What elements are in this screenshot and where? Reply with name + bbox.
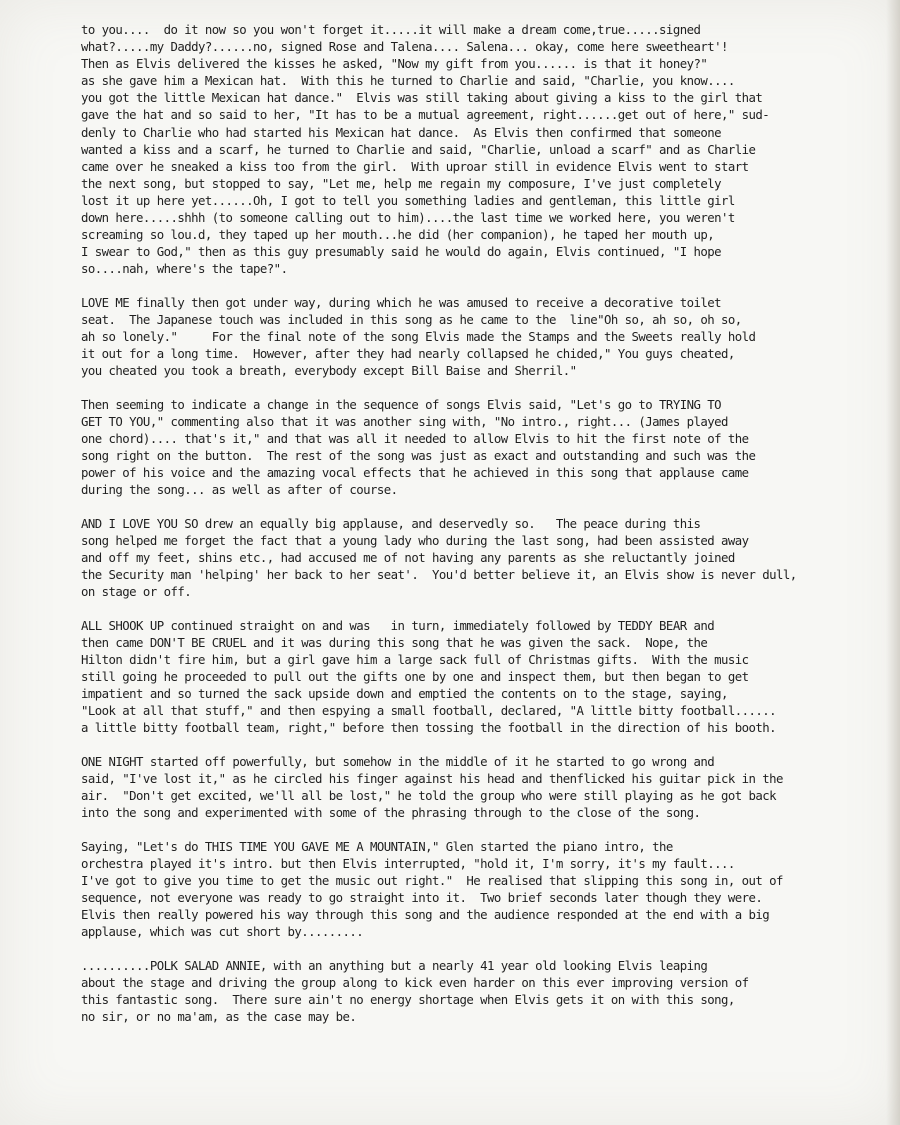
text-line: then came DON'T BE CRUEL and it was during this song that he was given the sack. Nope, the bbox=[81, 636, 708, 650]
text-line: the next song, but stopped to say, "Let me, help me regain my composure, I've just completely bbox=[81, 176, 721, 191]
text-line: still going he proceeded to pull out the gifts one by one and inspect them, but then began to get bbox=[81, 670, 749, 685]
text-line: it out for a long time. However, after they had nearly collapsed he chided," You guys cheated, bbox=[81, 347, 735, 362]
paragraph bbox=[81, 618, 789, 738]
text-line: "Look at all that stuff," and then espying a small football, declared, "A little bitty football...... bbox=[81, 704, 777, 719]
text-line: screaming so lou.d, they taped up her mouth...he did (her companion), he taped her mouth up, bbox=[81, 228, 715, 243]
text-line: to you.... do it now so you won't forget it.....it will make a dream come,true.....signed bbox=[81, 23, 701, 37]
text-line: gave the hat and so said to her, "It has to be a mutual agreement, right......get out of here," sud- bbox=[81, 108, 770, 123]
text-line: seat. The Japanese touch was included in this song as he came to the line"Oh so, ah so, oh so, bbox=[81, 313, 742, 327]
text-line: Saying, "Let's do THIS TIME YOU GAVE ME A MOUNTAIN," Glen started the piano intro, the bbox=[81, 839, 673, 854]
text-line: Hilton didn't fire him, but a girl gave him a large sack full of Christmas gifts. With the music bbox=[81, 653, 749, 668]
text-line: you got the little Mexican hat dance." Elvis was still taking about giving a kiss to the girl that bbox=[81, 91, 763, 106]
text-line: song helped me forget the fact that a young lady who during the last song, had been assisted away bbox=[81, 534, 749, 549]
text-line: lost it up here yet......Oh, I got to tell you something ladies and gentleman, this little girl bbox=[81, 193, 735, 208]
text-line: air. "Don't get excited, we'll all be lost," he told the group who were still playing as he got back bbox=[81, 789, 777, 804]
text-line: came over he sneaked a kiss too from the girl. With uproar still in evidence Elvis went to start bbox=[81, 159, 749, 174]
paragraph bbox=[81, 22, 789, 278]
text-line: sequence, not everyone was ready to go straight into it. Two brief seconds later though they were. bbox=[81, 891, 763, 906]
paragraph bbox=[81, 839, 789, 942]
paragraph bbox=[81, 958, 789, 1026]
text-line: applause, which was cut short by......... bbox=[81, 925, 364, 940]
text-line: no sir, or no ma'am, as the case may be. bbox=[81, 1010, 357, 1025]
text-line: GET TO YOU," commenting also that it was another sing with, "No intro., right... (James played bbox=[81, 414, 728, 429]
text-line: I've got to give you time to get the music out right." He realised that slipping this song in, out of bbox=[81, 874, 783, 889]
page-edge-shadow bbox=[886, 0, 900, 1125]
text-line: ..........POLK SALAD ANNIE, with an anything but a nearly 41 year old looking Elvis leaping bbox=[81, 959, 708, 973]
article-body bbox=[81, 22, 797, 1043]
text-line: as she gave him a Mexican hat. With this he turned to Charlie and said, "Charlie, you know.... bbox=[81, 74, 735, 89]
text-line: one chord).... that's it," and that was all it needed to allow Elvis to hit the first note of the bbox=[81, 432, 749, 447]
text-line: so....nah, where's the tape?". bbox=[81, 262, 288, 277]
text-line: AND I LOVE YOU SO drew an equally big applause, and deservedly so. The peace during this bbox=[81, 516, 701, 531]
text-line: wanted a kiss and a scarf, he turned to Charlie and said, "Charlie, unload a scarf" and as Charlie bbox=[81, 142, 756, 157]
text-line: impatient and so turned the sack upside down and emptied the contents on to the stage, saying, bbox=[81, 687, 728, 702]
text-line: a little bitty football team, right," before then tossing the football in the direction of his booth. bbox=[81, 721, 777, 736]
text-line: LOVE ME finally then got under way, during which he was amused to receive a decorative toilet bbox=[81, 295, 721, 310]
text-line: during the song... as well as after of course. bbox=[81, 483, 398, 498]
text-line: orchestra played it's intro. but then Elvis interrupted, "hold it, I'm sorry, it's my fault.... bbox=[81, 857, 735, 872]
text-line: ah so lonely." For the final note of the song Elvis made the Stamps and the Sweets really hold bbox=[81, 330, 756, 345]
text-line: what?.....my Daddy?......no, signed Rose and Talena.... Salena... okay, come here sweetheart'! bbox=[81, 40, 728, 55]
paragraph bbox=[81, 516, 797, 601]
text-line: Then seeming to indicate a change in the sequence of songs Elvis said, "Let's go to TRYING TO bbox=[81, 397, 721, 412]
text-line: ONE NIGHT started off powerfully, but somehow in the middle of it he started to go wrong and bbox=[81, 755, 715, 770]
text-line: into the song and experimented with some of the phrasing through to the close of the song. bbox=[81, 806, 701, 821]
paragraph bbox=[81, 754, 789, 822]
text-line: on stage or off. bbox=[81, 585, 192, 600]
text-line: this fantastic song. There sure ain't no energy shortage when Elvis gets it on with this song, bbox=[81, 993, 735, 1008]
text-line: down here.....shhh (to someone calling out to him)....the last time we worked here, you weren't bbox=[81, 211, 735, 226]
text-line: about the stage and driving the group along to kick even harder on this ever improving version of bbox=[81, 976, 749, 991]
paragraph bbox=[81, 295, 789, 380]
text-line: power of his voice and the amazing vocal effects that he achieved in this song that applause came bbox=[81, 466, 749, 481]
text-line: said, "I've lost it," as he circled his finger against his head and thenflicked his guitar pick in the bbox=[81, 772, 783, 787]
text-line: ALL SHOOK UP continued straight on and was in turn, immediately followed by TEDDY BEAR and bbox=[81, 618, 715, 633]
text-line: Then as Elvis delivered the kisses he asked, "Now my gift from you...... is that it honey?" bbox=[81, 57, 708, 72]
text-line: the Security man 'helping' her back to her seat'. You'd better believe it, an Elvis show is never dull, bbox=[81, 568, 797, 583]
text-line: and off my feet, shins etc., had accused me of not having any parents as she reluctantly joined bbox=[81, 551, 735, 566]
text-line: I swear to God," then as this guy presumably said he would do again, Elvis continued, "I hope bbox=[81, 245, 721, 260]
text-line: Elvis then really powered his way through this song and the audience responded at the end with a big bbox=[81, 908, 770, 923]
text-line: song right on the button. The rest of the song was just as exact and outstanding and such was the bbox=[81, 449, 756, 464]
text-line: you cheated you took a breath, everybody except Bill Baise and Sherril." bbox=[81, 364, 577, 379]
paragraph bbox=[81, 397, 789, 500]
text-line: denly to Charlie who had started his Mexican hat dance. As Elvis then confirmed that someone bbox=[81, 125, 721, 140]
